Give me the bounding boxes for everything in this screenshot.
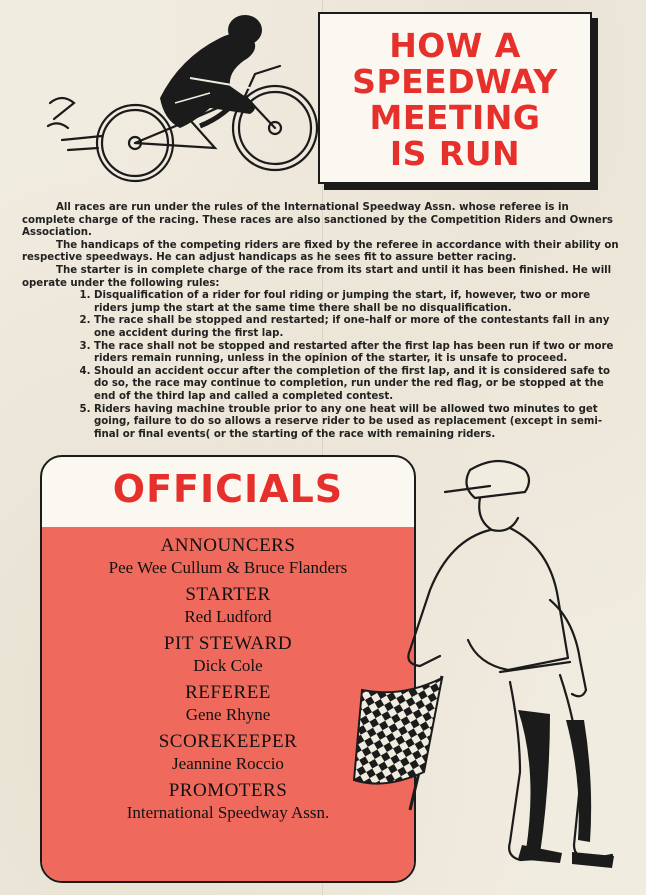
- rule-item: 3. The race shall not be stopped and restarted after the first lap has been run if two or more riders remain running, unless in the opinion of the starter, it is unsafe to proceed.: [94, 341, 624, 366]
- rule-item: 5. Riders having machine trouble prior to any one heat will be allowed two minutes to get going, failure to do so allows a reserve rider to be used as replacement (except in semi-final or final events( or the starting of the race with remaining riders.: [94, 404, 624, 442]
- rules-text: [22, 202, 624, 441]
- official-name: International Speedway Assn.: [126, 803, 330, 822]
- official-role: PROMOTERS: [168, 780, 288, 801]
- official-name: Gene Rhyne: [185, 705, 271, 724]
- rules-paragraph: The starter is in complete charge of the race from its start and until it has been finished. He will operate under the following rules:: [22, 264, 612, 289]
- title-line-3: MEETING: [369, 98, 541, 137]
- official-name: Red Ludford: [184, 607, 272, 626]
- flagman-illustration: [350, 450, 630, 890]
- official-role: SCOREKEEPER: [158, 731, 298, 752]
- official-role: ANNOUNCERS: [160, 535, 296, 556]
- title-line-4: IS RUN: [389, 134, 521, 173]
- title-line-1: HOW A: [389, 26, 521, 65]
- rule-item: 2. The race shall be stopped and restarted; if one-half or more of the contestants fall in any one accident during the first lap.: [94, 315, 624, 340]
- motorcycle-rider-illustration: [40, 8, 330, 193]
- official-name: Jeannine Roccio: [172, 754, 284, 773]
- rule-item: 4. Should an accident occur after the completion of the first lap, and it is considered safe to do so, the race may continue to completion, run under the red flag, or be stopped at the end of the third lap and called a completed contest.: [94, 366, 624, 404]
- title-line-2: SPEEDWAY: [352, 62, 558, 101]
- official-name: Pee Wee Cullum & Bruce Flanders: [108, 558, 348, 577]
- rule-item: 1. Disqualification of a rider for foul riding or jumping the start, if, however, two or more riders jump the start at the same time there shall be no disqualification.: [94, 290, 624, 315]
- rules-paragraph: All races are run under the rules of the International Speedway Assn. whose referee is in complete charge of the racing. These races are also sanctioned by the Competition Riders and Owners Association.: [22, 202, 613, 239]
- official-role: STARTER: [185, 584, 271, 605]
- official-role: PIT STEWARD: [163, 633, 293, 654]
- official-name: Dick Cole: [193, 656, 263, 675]
- rules-list: [22, 290, 624, 441]
- official-role: REFEREE: [185, 682, 271, 703]
- rules-paragraph: The handicaps of the competing riders are fixed by the referee in accordance with their ability on respective speedways. He can adjust handicaps as he sees fit to assure better racing.: [22, 239, 619, 264]
- officials-heading: OFFICIALS: [112, 467, 344, 511]
- title-box: [318, 12, 592, 184]
